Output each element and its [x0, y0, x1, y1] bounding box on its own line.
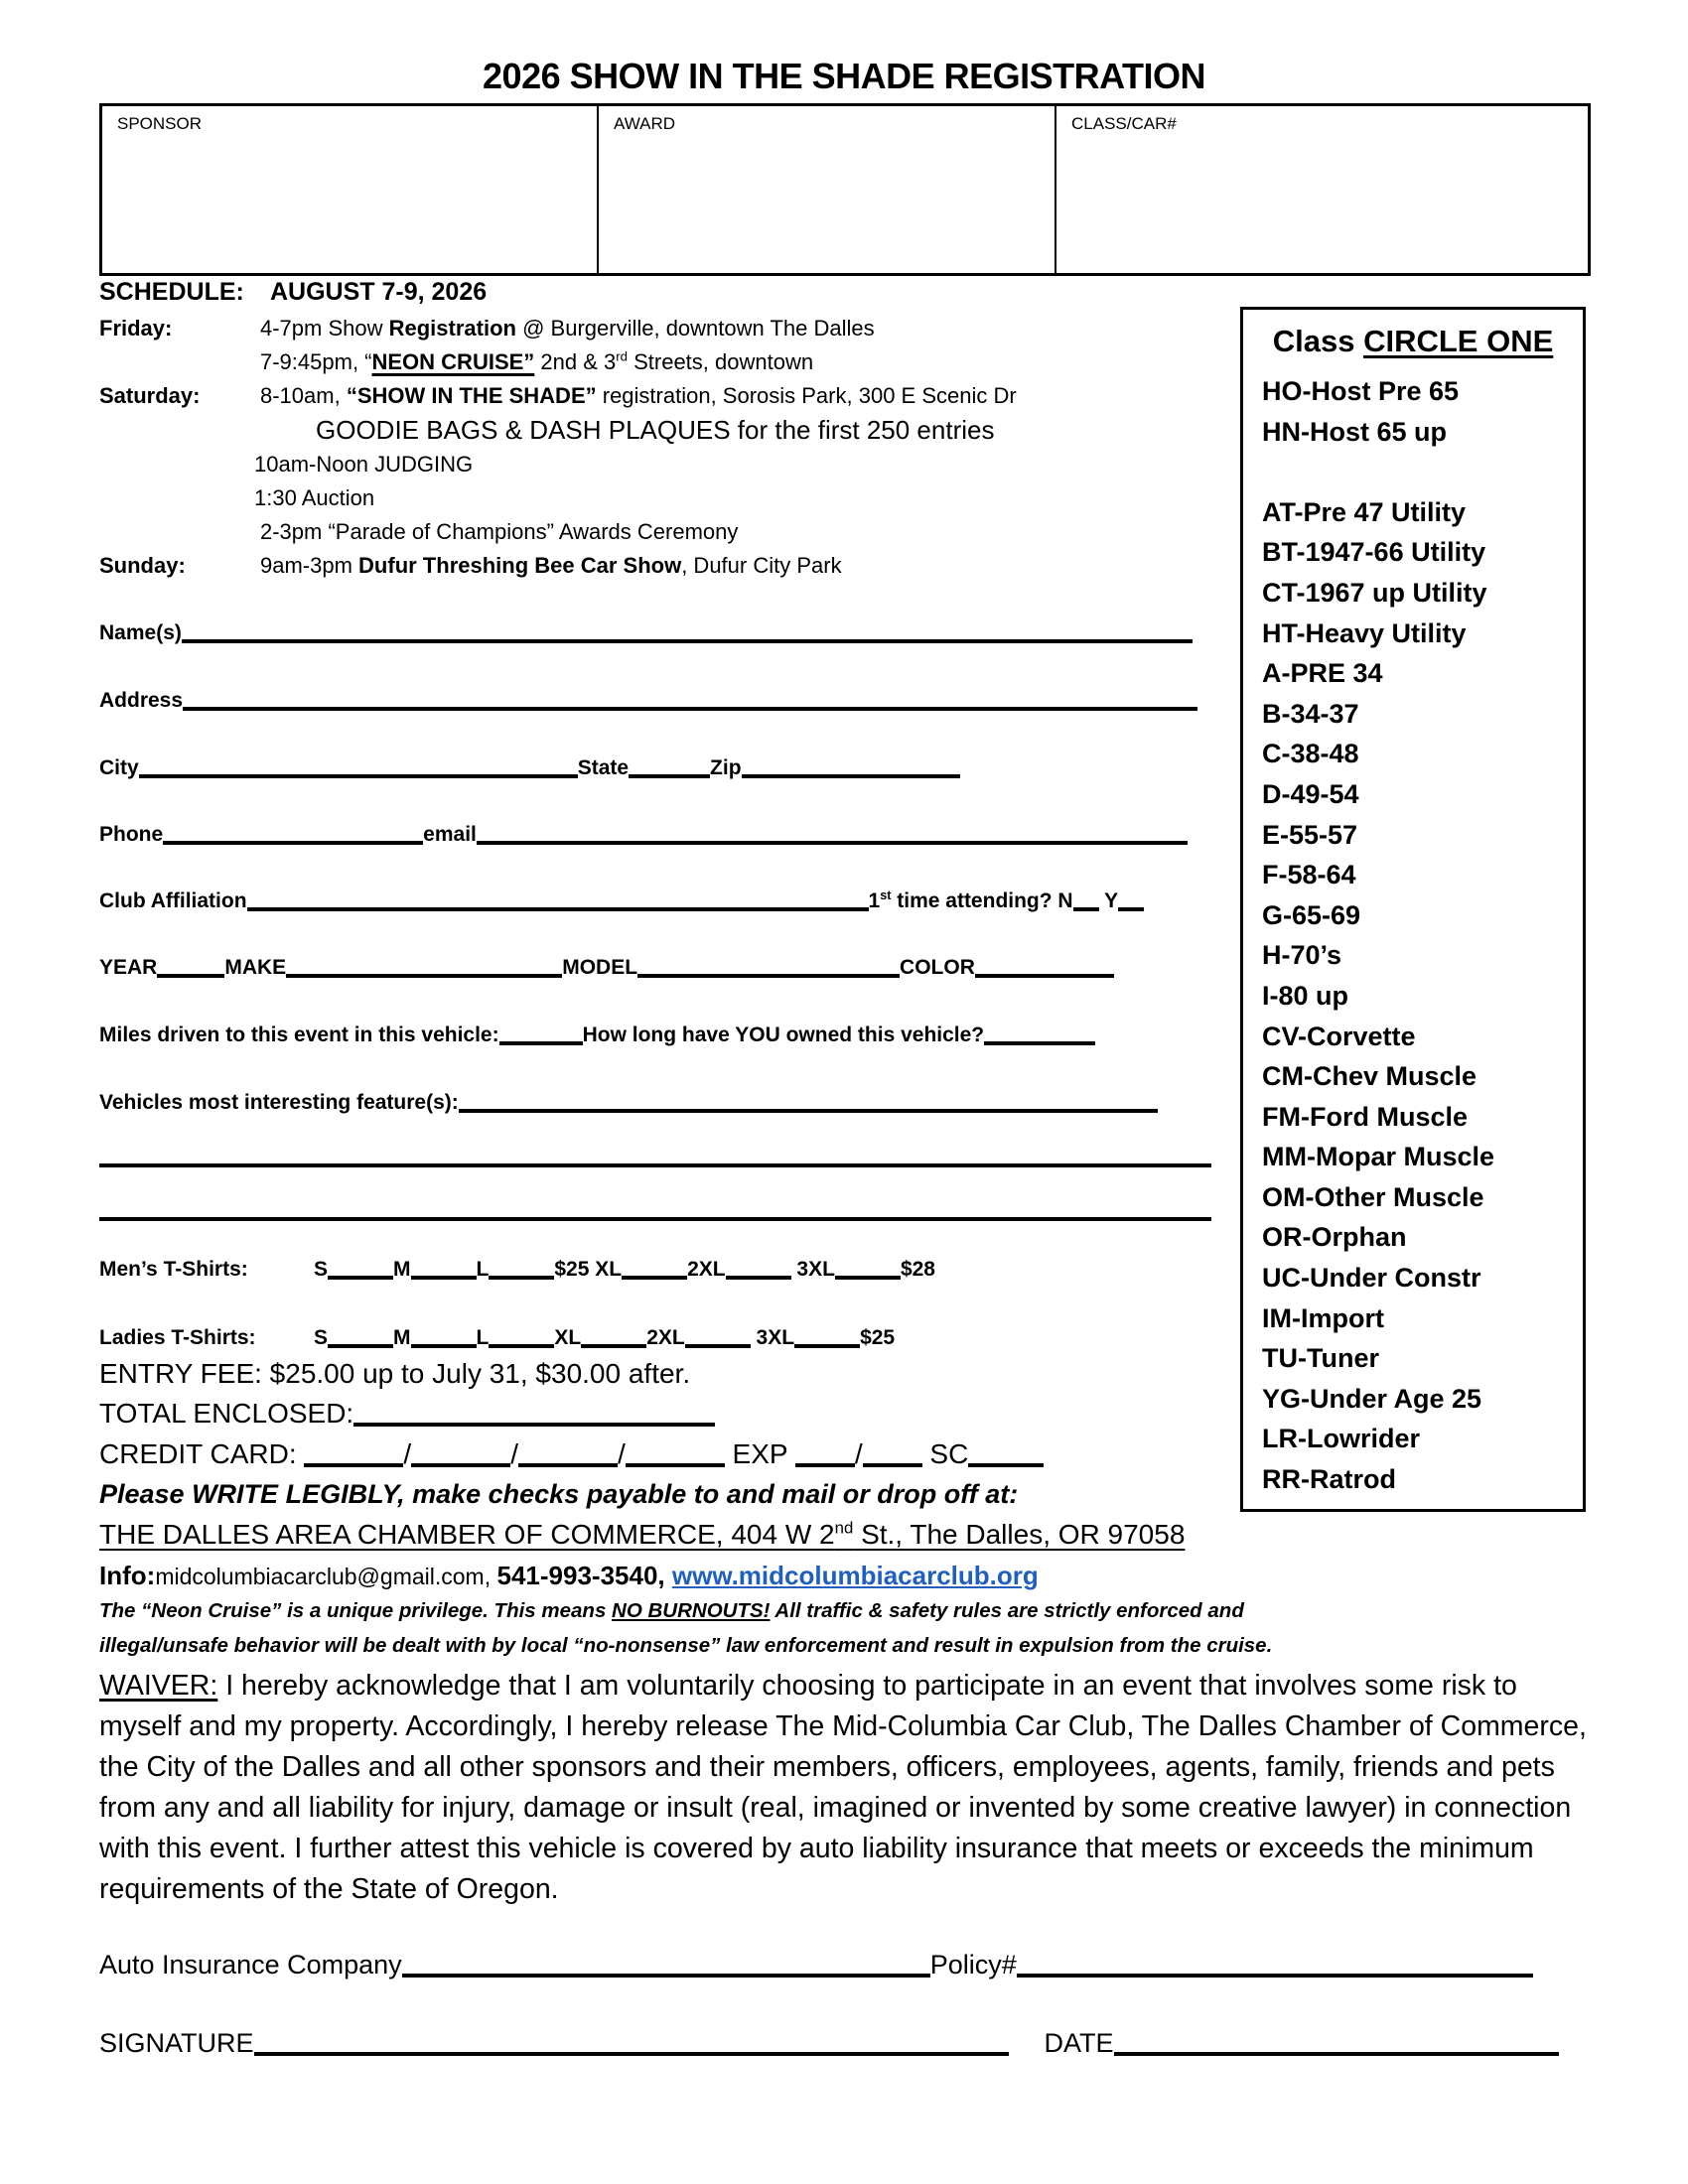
class-heading: Class CIRCLE ONE [1272, 324, 1554, 358]
first-time-yes-field[interactable] [1118, 907, 1144, 911]
feature-field-line-3[interactable] [99, 1217, 1211, 1221]
policy-field[interactable] [1017, 1974, 1533, 1978]
make-field[interactable] [286, 974, 562, 978]
club-row [99, 889, 1144, 913]
owned-field[interactable] [984, 1041, 1095, 1045]
total-field[interactable] [353, 1423, 715, 1427]
cc-field-2[interactable] [411, 1463, 510, 1467]
club-field[interactable] [247, 907, 869, 911]
class-option[interactable]: OM-Other Muscle [1262, 1181, 1484, 1212]
exp-month-field[interactable] [795, 1463, 855, 1467]
phone-field[interactable] [163, 841, 423, 845]
policy-label: Policy# [929, 1950, 1017, 1979]
class-option[interactable]: H-70’s [1262, 940, 1342, 971]
miles-row [99, 1024, 1095, 1047]
parade-line: 2-3pm “Parade of Champions” Awards Ceremony [260, 519, 739, 544]
sunday-line: 9am-3pm Dufur Threshing Bee Car Show, Dufur City Park [260, 553, 842, 578]
class-option[interactable]: AT-Pre 47 Utility [1262, 496, 1467, 527]
signature-field[interactable] [254, 2052, 1009, 2056]
info-email[interactable]: midcolumbiacarclub@gmail.com, [155, 1564, 497, 1589]
class-option[interactable]: TU-Tuner [1262, 1343, 1379, 1374]
goodie-bags-note: GOODIE BAGS & DASH PLAQUES for the first 250 entries [316, 415, 995, 445]
ladies-tshirts-label: Ladies T-Shirts: [99, 1326, 256, 1349]
sponsor-label: SPONSOR [117, 114, 203, 133]
cc-field-3[interactable] [518, 1463, 618, 1467]
class-option[interactable]: IM-Import [1262, 1302, 1384, 1333]
friday-line-2: 7-9:45pm, “NEON CRUISE” 2nd & 3rd Streets, downtown [260, 348, 814, 374]
ladies-tshirts-row: Ladies T-Shirts: S M L XL 2XL 3XL $25 [99, 1326, 896, 1349]
color-label: COLOR [900, 956, 975, 979]
year-label: YEAR [99, 956, 158, 979]
neon-cruise-notice-2: illegal/unsafe behavior will be dealt with by local “no-nonsense” law enforcement and result in expulsion from the cruise. [99, 1634, 1273, 1657]
class-option[interactable]: RR-Ratrod [1262, 1464, 1396, 1495]
first-time-no-field[interactable] [1073, 907, 1099, 911]
total-label: TOTAL ENCLOSED: [99, 1398, 354, 1429]
judging-line: 10am-Noon JUDGING [254, 452, 474, 477]
class-option[interactable]: E-55-57 [1262, 819, 1358, 850]
mens-m-field[interactable] [411, 1276, 477, 1280]
waiver-text: WAIVER: I hereby acknowledge that I am voluntarily choosing to participate in an event that involves some risk to myself and my property. Accordingly, I hereby release The Mid-Columbia Car Club, The Dalles Chamber of Commerce, the City of the Dalles and all other sponsors and their members, officers, employees, agents, family, friends and pets from any and all liability for injury, damage or insult (real, imagined or invented by some creative lawyer) in connection with this event. I further attest this vehicle is covered by auto liability insurance that meets or exceeds the minimum requirements of the State of Oregon. [99, 1670, 1587, 1905]
sunday-label: Sunday: [99, 553, 186, 578]
make-label: MAKE [224, 956, 287, 979]
phone-label: Phone [99, 823, 164, 846]
date-field[interactable] [1114, 2052, 1559, 2056]
website-link[interactable]: www.midcolumbiacarclub.org [671, 1561, 1039, 1590]
feature-field-line-2[interactable] [99, 1163, 1211, 1167]
class-option[interactable]: YG-Under Age 25 [1262, 1383, 1482, 1414]
ladies-l-field[interactable] [489, 1344, 554, 1348]
class-option[interactable]: MM-Mopar Muscle [1262, 1142, 1495, 1172]
model-label: MODEL [562, 956, 638, 979]
exp-label: EXP [732, 1438, 788, 1469]
city-field[interactable] [139, 774, 578, 778]
name-row [99, 621, 1193, 645]
insurance-row [99, 1950, 1533, 1980]
first-time-yes-label: Y [1104, 889, 1119, 912]
entry-fee: ENTRY FEE: $25.00 up to July 31, $30.00 after. [99, 1358, 691, 1389]
mens-xl-field[interactable] [622, 1276, 687, 1280]
color-field[interactable] [975, 974, 1114, 978]
class-list [1262, 371, 1494, 1500]
info-row [99, 1561, 1039, 1591]
class-option[interactable]: CM-Chev Muscle [1262, 1061, 1477, 1092]
miles-label: Miles driven to this event in this vehicle: [99, 1024, 499, 1046]
ladies-s-field[interactable] [328, 1344, 393, 1348]
email-field[interactable] [477, 841, 1188, 845]
sponsor-cell[interactable] [102, 106, 599, 273]
chamber-address: THE DALLES AREA CHAMBER OF COMMERCE, 404 W 2nd St., The Dalles, OR 97058 [99, 1518, 1186, 1550]
address-row [99, 689, 1197, 713]
ladies-3xl-field[interactable] [794, 1344, 860, 1348]
zip-field[interactable] [742, 774, 960, 778]
credit-card-row: CREDIT CARD: / / / EXP / SC [99, 1438, 1044, 1470]
address-label: Address [99, 689, 184, 712]
feature-label: Vehicles most interesting feature(s): [99, 1091, 459, 1114]
feature-field[interactable] [459, 1109, 1158, 1113]
cc-field-4[interactable] [626, 1463, 725, 1467]
class-option[interactable]: CT-1967 up Utility [1262, 577, 1487, 608]
owned-label: How long have YOU owned this vehicle? [582, 1024, 985, 1046]
cc-field-1[interactable] [304, 1463, 403, 1467]
zip-label: Zip [710, 756, 742, 779]
insurance-field[interactable] [402, 1974, 930, 1978]
class-option[interactable]: HT-Heavy Utility [1262, 617, 1467, 648]
class-car-label: CLASS/CAR# [1071, 114, 1177, 133]
saturday-label: Saturday: [99, 383, 201, 408]
ladies-2xl-field[interactable] [685, 1344, 751, 1348]
info-label: Info: [99, 1561, 156, 1590]
phone-row [99, 823, 1188, 847]
info-phone: 541-993-3540, [496, 1561, 672, 1590]
page-title: 2026 SHOW IN THE SHADE REGISTRATION [483, 56, 1205, 96]
class-option[interactable]: B-34-37 [1262, 698, 1359, 729]
insurance-label: Auto Insurance Company [99, 1950, 402, 1979]
vehicle-row [99, 956, 1114, 980]
miles-field[interactable] [499, 1041, 583, 1045]
mens-3xl-field[interactable] [835, 1276, 901, 1280]
name-label: Name(s) [99, 621, 182, 644]
signature-label: SIGNATURE [99, 2028, 254, 2058]
date-label: DATE [1044, 2028, 1114, 2058]
class-option[interactable]: HO-Host Pre 65 [1262, 376, 1460, 406]
model-field[interactable] [637, 974, 900, 978]
class-spacer [1262, 452, 1494, 492]
state-label: State [577, 756, 630, 779]
club-label: Club Affiliation [99, 889, 247, 912]
class-option[interactable]: FM-Ford Muscle [1262, 1101, 1468, 1132]
city-label: City [99, 756, 139, 779]
address-field[interactable] [183, 707, 1197, 711]
sc-field[interactable] [968, 1463, 1044, 1467]
credit-card-label: CREDIT CARD: [99, 1438, 297, 1469]
friday-label: Friday: [99, 316, 173, 341]
office-use-box [99, 103, 1591, 276]
class-option[interactable]: D-49-54 [1262, 778, 1359, 809]
award-cell[interactable] [599, 106, 1056, 273]
auction-line: 1:30 Auction [254, 485, 375, 510]
class-selection-box [1240, 307, 1586, 1512]
first-time-label: 1st time attending? N [868, 888, 1073, 912]
class-option[interactable]: I-80 up [1262, 980, 1349, 1011]
class-option[interactable]: BT-1947-66 Utility [1262, 537, 1486, 568]
total-row [99, 1398, 715, 1430]
award-label: AWARD [614, 114, 676, 133]
waiver-label: WAIVER: [99, 1670, 218, 1702]
mens-tshirts-label: Men’s T-Shirts: [99, 1258, 248, 1281]
friday-line-1: 4-7pm Show Registration @ Burgerville, downtown The Dalles [260, 316, 875, 341]
ladies-xl-field[interactable] [581, 1344, 646, 1348]
class-option[interactable]: F-58-64 [1262, 860, 1356, 890]
email-label: email [423, 823, 477, 846]
mens-l-field[interactable] [489, 1276, 554, 1280]
exp-year-field[interactable] [863, 1463, 922, 1467]
class-option[interactable]: LR-Lowrider [1262, 1424, 1420, 1454]
class-option[interactable]: HN-Host 65 up [1262, 416, 1448, 447]
class-option[interactable]: A-PRE 34 [1262, 658, 1383, 689]
ladies-m-field[interactable] [411, 1344, 477, 1348]
class-car-cell[interactable] [1056, 106, 1588, 273]
class-option[interactable]: G-65-69 [1262, 899, 1361, 930]
name-field[interactable] [182, 639, 1193, 643]
state-field[interactable] [629, 774, 710, 778]
mens-s-field[interactable] [328, 1276, 393, 1280]
sc-label: SC [929, 1438, 969, 1469]
saturday-line-1: 8-10am, “SHOW IN THE SHADE” registration, Sorosis Park, 300 E Scenic Dr [260, 383, 1017, 408]
mens-tshirts-row: Men’s T-Shirts: S M L $25 XL 2XL 3XL $28 [99, 1258, 935, 1281]
mail-instructions: Please WRITE LEGIBLY, make checks payable to and mail or drop off at: [99, 1479, 1019, 1509]
schedule-dates: AUGUST 7-9, 2026 [270, 278, 488, 306]
mens-2xl-field[interactable] [726, 1276, 791, 1280]
class-option[interactable]: UC-Under Constr [1262, 1263, 1481, 1294]
neon-cruise-notice-1: The “Neon Cruise” is a unique privilege. This means NO BURNOUTS! All traffic & safety rules are strictly enforced and [99, 1599, 1244, 1622]
feature-row [99, 1091, 1158, 1115]
schedule-label: SCHEDULE: [99, 278, 244, 306]
class-option[interactable]: CV-Corvette [1262, 1021, 1416, 1051]
signature-row [99, 2028, 1559, 2059]
class-option[interactable]: C-38-48 [1262, 739, 1359, 769]
city-row [99, 756, 960, 780]
class-option[interactable]: OR-Orphan [1262, 1222, 1407, 1253]
year-field[interactable] [157, 974, 224, 978]
